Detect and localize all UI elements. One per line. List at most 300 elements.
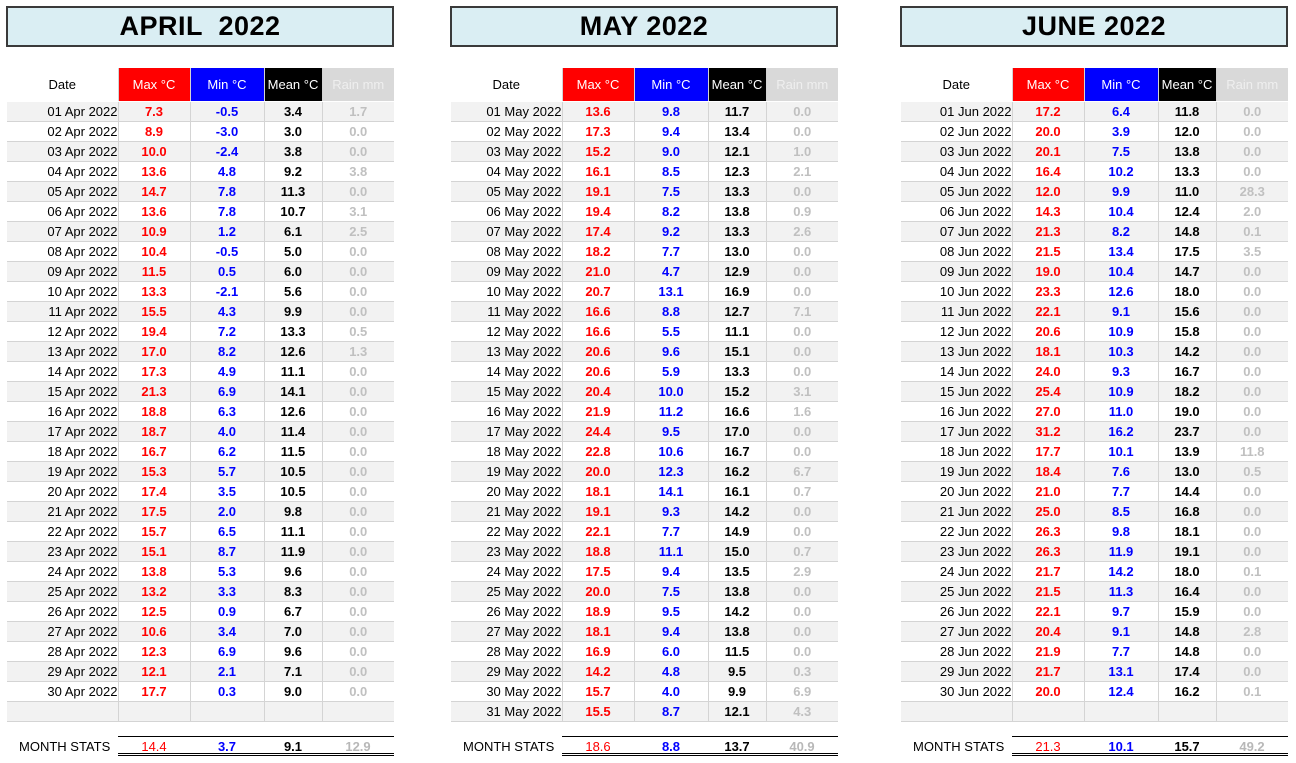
cell-rain: 0.0 bbox=[766, 242, 838, 262]
cell-max-temp: 14.3 bbox=[1012, 202, 1084, 222]
weather-table bbox=[7, 68, 394, 722]
cell-mean-temp: 11.8 bbox=[1158, 102, 1216, 122]
cell-mean-temp: 16.7 bbox=[1158, 362, 1216, 382]
cell-rain: 11.8 bbox=[1216, 442, 1288, 462]
empty-row bbox=[7, 702, 394, 722]
cell-mean-temp: 6.0 bbox=[264, 262, 322, 282]
header-max-temp: Max °C bbox=[1012, 68, 1084, 102]
cell-mean-temp: 14.8 bbox=[1158, 622, 1216, 642]
cell-min-temp: 14.2 bbox=[1084, 562, 1158, 582]
cell-date: 08 Jun 2022 bbox=[901, 242, 1012, 262]
cell-date: 26 Apr 2022 bbox=[7, 602, 118, 622]
cell-date: 15 Jun 2022 bbox=[901, 382, 1012, 402]
cell-mean-temp: 13.8 bbox=[1158, 142, 1216, 162]
cell-date: 09 Apr 2022 bbox=[7, 262, 118, 282]
cell-date: 06 Apr 2022 bbox=[7, 202, 118, 222]
cell-min-temp: 9.4 bbox=[634, 562, 708, 582]
cell-min-temp: 10.4 bbox=[1084, 262, 1158, 282]
cell-rain: 0.0 bbox=[766, 262, 838, 282]
cell-mean-temp: 5.0 bbox=[264, 242, 322, 262]
cell-min-temp: 6.0 bbox=[634, 642, 708, 662]
table-row bbox=[7, 582, 394, 602]
cell-rain: 0.0 bbox=[322, 442, 394, 462]
cell-min-temp: 9.8 bbox=[634, 102, 708, 122]
cell-date: 16 May 2022 bbox=[451, 402, 562, 422]
cell-max-temp: 16.4 bbox=[1012, 162, 1084, 182]
cell-mean-temp: 15.1 bbox=[708, 342, 766, 362]
cell-max-temp: 21.3 bbox=[118, 382, 190, 402]
cell-max-temp: 13.3 bbox=[118, 282, 190, 302]
month-title: APRIL 2022 bbox=[6, 6, 394, 47]
header-max-temp: Max °C bbox=[562, 68, 634, 102]
table-row bbox=[451, 502, 838, 522]
cell-min-temp: 11.9 bbox=[1084, 542, 1158, 562]
stats-max-temp: 21.3 bbox=[1035, 739, 1061, 754]
cell-min-temp: 0.5 bbox=[190, 262, 264, 282]
cell-min-temp: 8.8 bbox=[634, 302, 708, 322]
cell-mean-temp: 3.4 bbox=[264, 102, 322, 122]
month-stats-row bbox=[7, 734, 394, 758]
cell-date: 14 Jun 2022 bbox=[901, 362, 1012, 382]
cell-mean-temp: 14.2 bbox=[708, 602, 766, 622]
table-row bbox=[451, 462, 838, 482]
cell-max-temp: 22.1 bbox=[1012, 602, 1084, 622]
cell-mean-temp: 11.4 bbox=[264, 422, 322, 442]
cell-min-temp: 10.3 bbox=[1084, 342, 1158, 362]
cell-mean-temp: 15.2 bbox=[708, 382, 766, 402]
cell-rain: 0.0 bbox=[1216, 342, 1288, 362]
cell-max-temp: 10.4 bbox=[118, 242, 190, 262]
cell-date: 29 Jun 2022 bbox=[901, 662, 1012, 682]
table-row bbox=[901, 502, 1288, 522]
cell-mean-temp: 17.0 bbox=[708, 422, 766, 442]
month-title: JUNE 2022 bbox=[900, 6, 1288, 47]
cell-date: 01 Apr 2022 bbox=[7, 102, 118, 122]
empty-cell bbox=[322, 702, 394, 722]
cell-min-temp: 5.7 bbox=[190, 462, 264, 482]
cell-rain: 0.0 bbox=[322, 682, 394, 702]
cell-max-temp: 10.0 bbox=[118, 142, 190, 162]
cell-min-temp: 6.3 bbox=[190, 402, 264, 422]
table-row bbox=[901, 682, 1288, 702]
cell-min-temp: 8.2 bbox=[1084, 222, 1158, 242]
table-row bbox=[7, 102, 394, 122]
cell-max-temp: 18.8 bbox=[562, 542, 634, 562]
cell-min-temp: 9.1 bbox=[1084, 622, 1158, 642]
cell-max-temp: 23.3 bbox=[1012, 282, 1084, 302]
month-stats-label: MONTH STATS bbox=[913, 739, 1005, 754]
table-row bbox=[901, 662, 1288, 682]
cell-min-temp: 3.5 bbox=[190, 482, 264, 502]
table-row bbox=[901, 122, 1288, 142]
cell-min-temp: 0.3 bbox=[190, 682, 264, 702]
stats-rain-total: 40.9 bbox=[789, 739, 815, 754]
cell-mean-temp: 11.1 bbox=[264, 362, 322, 382]
cell-rain: 0.0 bbox=[766, 502, 838, 522]
cell-min-temp: 9.3 bbox=[634, 502, 708, 522]
cell-mean-temp: 18.1 bbox=[1158, 522, 1216, 542]
cell-mean-temp: 11.3 bbox=[264, 182, 322, 202]
cell-date: 19 Jun 2022 bbox=[901, 462, 1012, 482]
header-min-temp: Min °C bbox=[190, 68, 264, 102]
cell-mean-temp: 13.3 bbox=[708, 362, 766, 382]
cell-mean-temp: 15.0 bbox=[708, 542, 766, 562]
table-row bbox=[451, 402, 838, 422]
cell-mean-temp: 13.8 bbox=[708, 202, 766, 222]
cell-date: 28 Jun 2022 bbox=[901, 642, 1012, 662]
month-stats-row bbox=[451, 734, 838, 758]
table-row bbox=[7, 322, 394, 342]
cell-min-temp: 7.5 bbox=[634, 182, 708, 202]
cell-min-temp: 12.3 bbox=[634, 462, 708, 482]
table-row bbox=[7, 162, 394, 182]
cell-max-temp: 21.9 bbox=[562, 402, 634, 422]
cell-mean-temp: 11.1 bbox=[708, 322, 766, 342]
cell-date: 03 May 2022 bbox=[451, 142, 562, 162]
cell-date: 10 May 2022 bbox=[451, 282, 562, 302]
cell-min-temp: 3.3 bbox=[190, 582, 264, 602]
cell-mean-temp: 11.5 bbox=[264, 442, 322, 462]
cell-date: 23 Jun 2022 bbox=[901, 542, 1012, 562]
cell-mean-temp: 13.8 bbox=[708, 622, 766, 642]
stats-top-rule bbox=[562, 736, 838, 737]
cell-max-temp: 11.5 bbox=[118, 262, 190, 282]
cell-mean-temp: 19.0 bbox=[1158, 402, 1216, 422]
cell-rain: 0.0 bbox=[322, 582, 394, 602]
empty-cell bbox=[7, 702, 118, 722]
table-row bbox=[451, 262, 838, 282]
cell-mean-temp: 19.1 bbox=[1158, 542, 1216, 562]
cell-date: 07 Jun 2022 bbox=[901, 222, 1012, 242]
cell-max-temp: 13.2 bbox=[118, 582, 190, 602]
table-row bbox=[7, 562, 394, 582]
cell-rain: 1.3 bbox=[322, 342, 394, 362]
table-row bbox=[901, 262, 1288, 282]
cell-min-temp: 10.2 bbox=[1084, 162, 1158, 182]
table-row bbox=[7, 622, 394, 642]
cell-date: 09 Jun 2022 bbox=[901, 262, 1012, 282]
cell-date: 11 Jun 2022 bbox=[901, 302, 1012, 322]
table-row bbox=[7, 642, 394, 662]
cell-date: 30 May 2022 bbox=[451, 682, 562, 702]
cell-min-temp: 4.0 bbox=[190, 422, 264, 442]
cell-date: 02 Jun 2022 bbox=[901, 122, 1012, 142]
cell-min-temp: 9.4 bbox=[634, 122, 708, 142]
cell-rain: 0.0 bbox=[322, 242, 394, 262]
cell-max-temp: 20.4 bbox=[1012, 622, 1084, 642]
cell-max-temp: 18.2 bbox=[562, 242, 634, 262]
cell-max-temp: 24.4 bbox=[562, 422, 634, 442]
cell-min-temp: 10.4 bbox=[1084, 202, 1158, 222]
table-row bbox=[901, 202, 1288, 222]
table-row bbox=[7, 662, 394, 682]
stats-mean-temp: 13.7 bbox=[724, 739, 750, 754]
table-row bbox=[901, 562, 1288, 582]
stats-mean-temp: 15.7 bbox=[1174, 739, 1200, 754]
cell-date: 07 May 2022 bbox=[451, 222, 562, 242]
table-row bbox=[7, 262, 394, 282]
cell-min-temp: 9.3 bbox=[1084, 362, 1158, 382]
cell-mean-temp: 15.9 bbox=[1158, 602, 1216, 622]
cell-rain: 0.0 bbox=[322, 522, 394, 542]
cell-date: 18 Apr 2022 bbox=[7, 442, 118, 462]
cell-rain: 0.0 bbox=[1216, 422, 1288, 442]
table-row bbox=[451, 602, 838, 622]
table-header-row bbox=[901, 68, 1288, 102]
cell-max-temp: 18.8 bbox=[118, 402, 190, 422]
stats-rain-total: 12.9 bbox=[345, 739, 371, 754]
cell-min-temp: 10.9 bbox=[1084, 322, 1158, 342]
cell-date: 20 Jun 2022 bbox=[901, 482, 1012, 502]
cell-mean-temp: 13.3 bbox=[708, 182, 766, 202]
cell-date: 05 May 2022 bbox=[451, 182, 562, 202]
cell-rain: 0.0 bbox=[1216, 522, 1288, 542]
cell-max-temp: 22.1 bbox=[1012, 302, 1084, 322]
cell-rain: 0.0 bbox=[322, 262, 394, 282]
cell-date: 20 May 2022 bbox=[451, 482, 562, 502]
table-row bbox=[451, 362, 838, 382]
table-row bbox=[451, 482, 838, 502]
table-row bbox=[451, 682, 838, 702]
cell-date: 10 Jun 2022 bbox=[901, 282, 1012, 302]
cell-date: 24 Apr 2022 bbox=[7, 562, 118, 582]
cell-date: 28 May 2022 bbox=[451, 642, 562, 662]
stats-min-temp: 3.7 bbox=[217, 739, 237, 754]
cell-min-temp: 12.4 bbox=[1084, 682, 1158, 702]
cell-rain: 1.7 bbox=[322, 102, 394, 122]
cell-rain: 0.0 bbox=[322, 622, 394, 642]
cell-max-temp: 15.1 bbox=[118, 542, 190, 562]
cell-mean-temp: 11.7 bbox=[708, 102, 766, 122]
cell-min-temp: 6.9 bbox=[190, 382, 264, 402]
cell-date: 01 Jun 2022 bbox=[901, 102, 1012, 122]
cell-min-temp: 13.1 bbox=[1084, 662, 1158, 682]
cell-max-temp: 19.1 bbox=[562, 502, 634, 522]
cell-min-temp: 11.2 bbox=[634, 402, 708, 422]
table-row bbox=[451, 642, 838, 662]
cell-min-temp: 12.6 bbox=[1084, 282, 1158, 302]
cell-rain: 0.0 bbox=[322, 542, 394, 562]
cell-rain: 0.0 bbox=[1216, 542, 1288, 562]
cell-rain: 0.0 bbox=[322, 462, 394, 482]
cell-max-temp: 16.1 bbox=[562, 162, 634, 182]
cell-min-temp: 11.3 bbox=[1084, 582, 1158, 602]
cell-mean-temp: 14.7 bbox=[1158, 262, 1216, 282]
cell-rain: 0.0 bbox=[1216, 322, 1288, 342]
table-row bbox=[7, 542, 394, 562]
table-row bbox=[451, 702, 838, 722]
cell-max-temp: 17.2 bbox=[1012, 102, 1084, 122]
cell-max-temp: 18.9 bbox=[562, 602, 634, 622]
cell-date: 21 Apr 2022 bbox=[7, 502, 118, 522]
cell-rain: 0.0 bbox=[322, 362, 394, 382]
table-row bbox=[451, 202, 838, 222]
empty-row bbox=[901, 702, 1288, 722]
table-row bbox=[901, 242, 1288, 262]
cell-max-temp: 17.5 bbox=[118, 502, 190, 522]
cell-date: 20 Apr 2022 bbox=[7, 482, 118, 502]
cell-mean-temp: 16.1 bbox=[708, 482, 766, 502]
cell-min-temp: 4.9 bbox=[190, 362, 264, 382]
cell-rain: 0.0 bbox=[1216, 302, 1288, 322]
cell-date: 27 May 2022 bbox=[451, 622, 562, 642]
cell-max-temp: 21.3 bbox=[1012, 222, 1084, 242]
cell-rain: 6.7 bbox=[766, 462, 838, 482]
cell-rain: 0.0 bbox=[1216, 162, 1288, 182]
cell-max-temp: 18.1 bbox=[562, 482, 634, 502]
table-row bbox=[7, 422, 394, 442]
table-row bbox=[7, 682, 394, 702]
empty-cell bbox=[118, 702, 190, 722]
table-row bbox=[7, 442, 394, 462]
cell-date: 22 Apr 2022 bbox=[7, 522, 118, 542]
table-row bbox=[7, 362, 394, 382]
cell-date: 01 May 2022 bbox=[451, 102, 562, 122]
cell-date: 30 Jun 2022 bbox=[901, 682, 1012, 702]
table-row bbox=[451, 342, 838, 362]
cell-mean-temp: 13.9 bbox=[1158, 442, 1216, 462]
table-row bbox=[451, 302, 838, 322]
stats-rain-total: 49.2 bbox=[1239, 739, 1265, 754]
cell-min-temp: 10.9 bbox=[1084, 382, 1158, 402]
cell-max-temp: 17.3 bbox=[118, 362, 190, 382]
cell-max-temp: 16.9 bbox=[562, 642, 634, 662]
cell-max-temp: 14.7 bbox=[118, 182, 190, 202]
cell-rain: 0.0 bbox=[322, 422, 394, 442]
cell-date: 12 Jun 2022 bbox=[901, 322, 1012, 342]
cell-max-temp: 16.6 bbox=[562, 302, 634, 322]
table-row bbox=[451, 522, 838, 542]
cell-date: 13 Jun 2022 bbox=[901, 342, 1012, 362]
cell-rain: 0.1 bbox=[1216, 222, 1288, 242]
cell-max-temp: 19.4 bbox=[118, 322, 190, 342]
cell-mean-temp: 12.0 bbox=[1158, 122, 1216, 142]
cell-rain: 0.0 bbox=[1216, 382, 1288, 402]
cell-mean-temp: 18.0 bbox=[1158, 282, 1216, 302]
cell-rain: 0.0 bbox=[1216, 602, 1288, 622]
cell-max-temp: 21.7 bbox=[1012, 662, 1084, 682]
cell-min-temp: 6.9 bbox=[190, 642, 264, 662]
cell-min-temp: 9.5 bbox=[634, 422, 708, 442]
header-date: Date bbox=[7, 68, 118, 102]
cell-rain: 0.0 bbox=[322, 502, 394, 522]
table-row bbox=[7, 502, 394, 522]
cell-max-temp: 15.7 bbox=[562, 682, 634, 702]
cell-date: 28 Apr 2022 bbox=[7, 642, 118, 662]
cell-rain: 0.0 bbox=[1216, 142, 1288, 162]
cell-min-temp: -3.0 bbox=[190, 122, 264, 142]
cell-min-temp: 5.3 bbox=[190, 562, 264, 582]
cell-mean-temp: 3.8 bbox=[264, 142, 322, 162]
cell-rain: 0.7 bbox=[766, 542, 838, 562]
cell-rain: 0.0 bbox=[1216, 502, 1288, 522]
stats-max-temp: 14.4 bbox=[141, 739, 167, 754]
cell-rain: 0.0 bbox=[1216, 362, 1288, 382]
cell-mean-temp: 9.0 bbox=[264, 682, 322, 702]
cell-min-temp: 5.5 bbox=[634, 322, 708, 342]
table-row bbox=[7, 602, 394, 622]
cell-rain: 2.1 bbox=[766, 162, 838, 182]
cell-date: 27 Jun 2022 bbox=[901, 622, 1012, 642]
cell-date: 17 May 2022 bbox=[451, 422, 562, 442]
cell-date: 24 Jun 2022 bbox=[901, 562, 1012, 582]
cell-date: 29 Apr 2022 bbox=[7, 662, 118, 682]
cell-date: 26 Jun 2022 bbox=[901, 602, 1012, 622]
cell-min-temp: 7.7 bbox=[1084, 482, 1158, 502]
cell-date: 06 Jun 2022 bbox=[901, 202, 1012, 222]
cell-max-temp: 20.6 bbox=[562, 342, 634, 362]
cell-mean-temp: 12.1 bbox=[708, 142, 766, 162]
cell-min-temp: 9.1 bbox=[1084, 302, 1158, 322]
empty-cell bbox=[1158, 702, 1216, 722]
table-row bbox=[901, 422, 1288, 442]
cell-max-temp: 19.0 bbox=[1012, 262, 1084, 282]
cell-rain: 0.0 bbox=[766, 362, 838, 382]
cell-mean-temp: 17.5 bbox=[1158, 242, 1216, 262]
table-row bbox=[451, 142, 838, 162]
cell-rain: 0.1 bbox=[1216, 682, 1288, 702]
cell-rain: 0.0 bbox=[322, 602, 394, 622]
cell-date: 23 May 2022 bbox=[451, 542, 562, 562]
empty-cell bbox=[901, 702, 1012, 722]
table-row bbox=[901, 442, 1288, 462]
cell-max-temp: 12.3 bbox=[118, 642, 190, 662]
header-mean-temp: Mean °C bbox=[264, 68, 322, 102]
cell-min-temp: 9.7 bbox=[1084, 602, 1158, 622]
cell-mean-temp: 9.9 bbox=[264, 302, 322, 322]
table-row bbox=[901, 282, 1288, 302]
cell-min-temp: 14.1 bbox=[634, 482, 708, 502]
cell-mean-temp: 7.1 bbox=[264, 662, 322, 682]
header-rain: Rain mm bbox=[322, 68, 394, 102]
cell-max-temp: 15.5 bbox=[118, 302, 190, 322]
cell-date: 06 May 2022 bbox=[451, 202, 562, 222]
cell-max-temp: 14.2 bbox=[562, 662, 634, 682]
cell-date: 31 May 2022 bbox=[451, 702, 562, 722]
cell-min-temp: 4.8 bbox=[190, 162, 264, 182]
cell-mean-temp: 18.0 bbox=[1158, 562, 1216, 582]
cell-mean-temp: 13.3 bbox=[708, 222, 766, 242]
table-row bbox=[451, 122, 838, 142]
cell-date: 08 May 2022 bbox=[451, 242, 562, 262]
cell-max-temp: 21.0 bbox=[562, 262, 634, 282]
cell-min-temp: 9.5 bbox=[634, 602, 708, 622]
table-row bbox=[901, 382, 1288, 402]
cell-rain: 0.1 bbox=[1216, 562, 1288, 582]
table-row bbox=[7, 402, 394, 422]
cell-max-temp: 27.0 bbox=[1012, 402, 1084, 422]
cell-rain: 0.0 bbox=[1216, 662, 1288, 682]
cell-mean-temp: 14.9 bbox=[708, 522, 766, 542]
cell-date: 26 May 2022 bbox=[451, 602, 562, 622]
cell-date: 15 May 2022 bbox=[451, 382, 562, 402]
cell-rain: 3.1 bbox=[322, 202, 394, 222]
cell-min-temp: 13.1 bbox=[634, 282, 708, 302]
cell-mean-temp: 16.8 bbox=[1158, 502, 1216, 522]
cell-mean-temp: 17.4 bbox=[1158, 662, 1216, 682]
cell-rain: 0.0 bbox=[766, 282, 838, 302]
cell-date: 18 Jun 2022 bbox=[901, 442, 1012, 462]
cell-mean-temp: 13.4 bbox=[708, 122, 766, 142]
cell-max-temp: 19.4 bbox=[562, 202, 634, 222]
table-row bbox=[451, 542, 838, 562]
cell-date: 13 May 2022 bbox=[451, 342, 562, 362]
table-row bbox=[901, 222, 1288, 242]
cell-rain: 3.8 bbox=[322, 162, 394, 182]
cell-date: 19 Apr 2022 bbox=[7, 462, 118, 482]
cell-date: 21 May 2022 bbox=[451, 502, 562, 522]
cell-mean-temp: 13.0 bbox=[1158, 462, 1216, 482]
